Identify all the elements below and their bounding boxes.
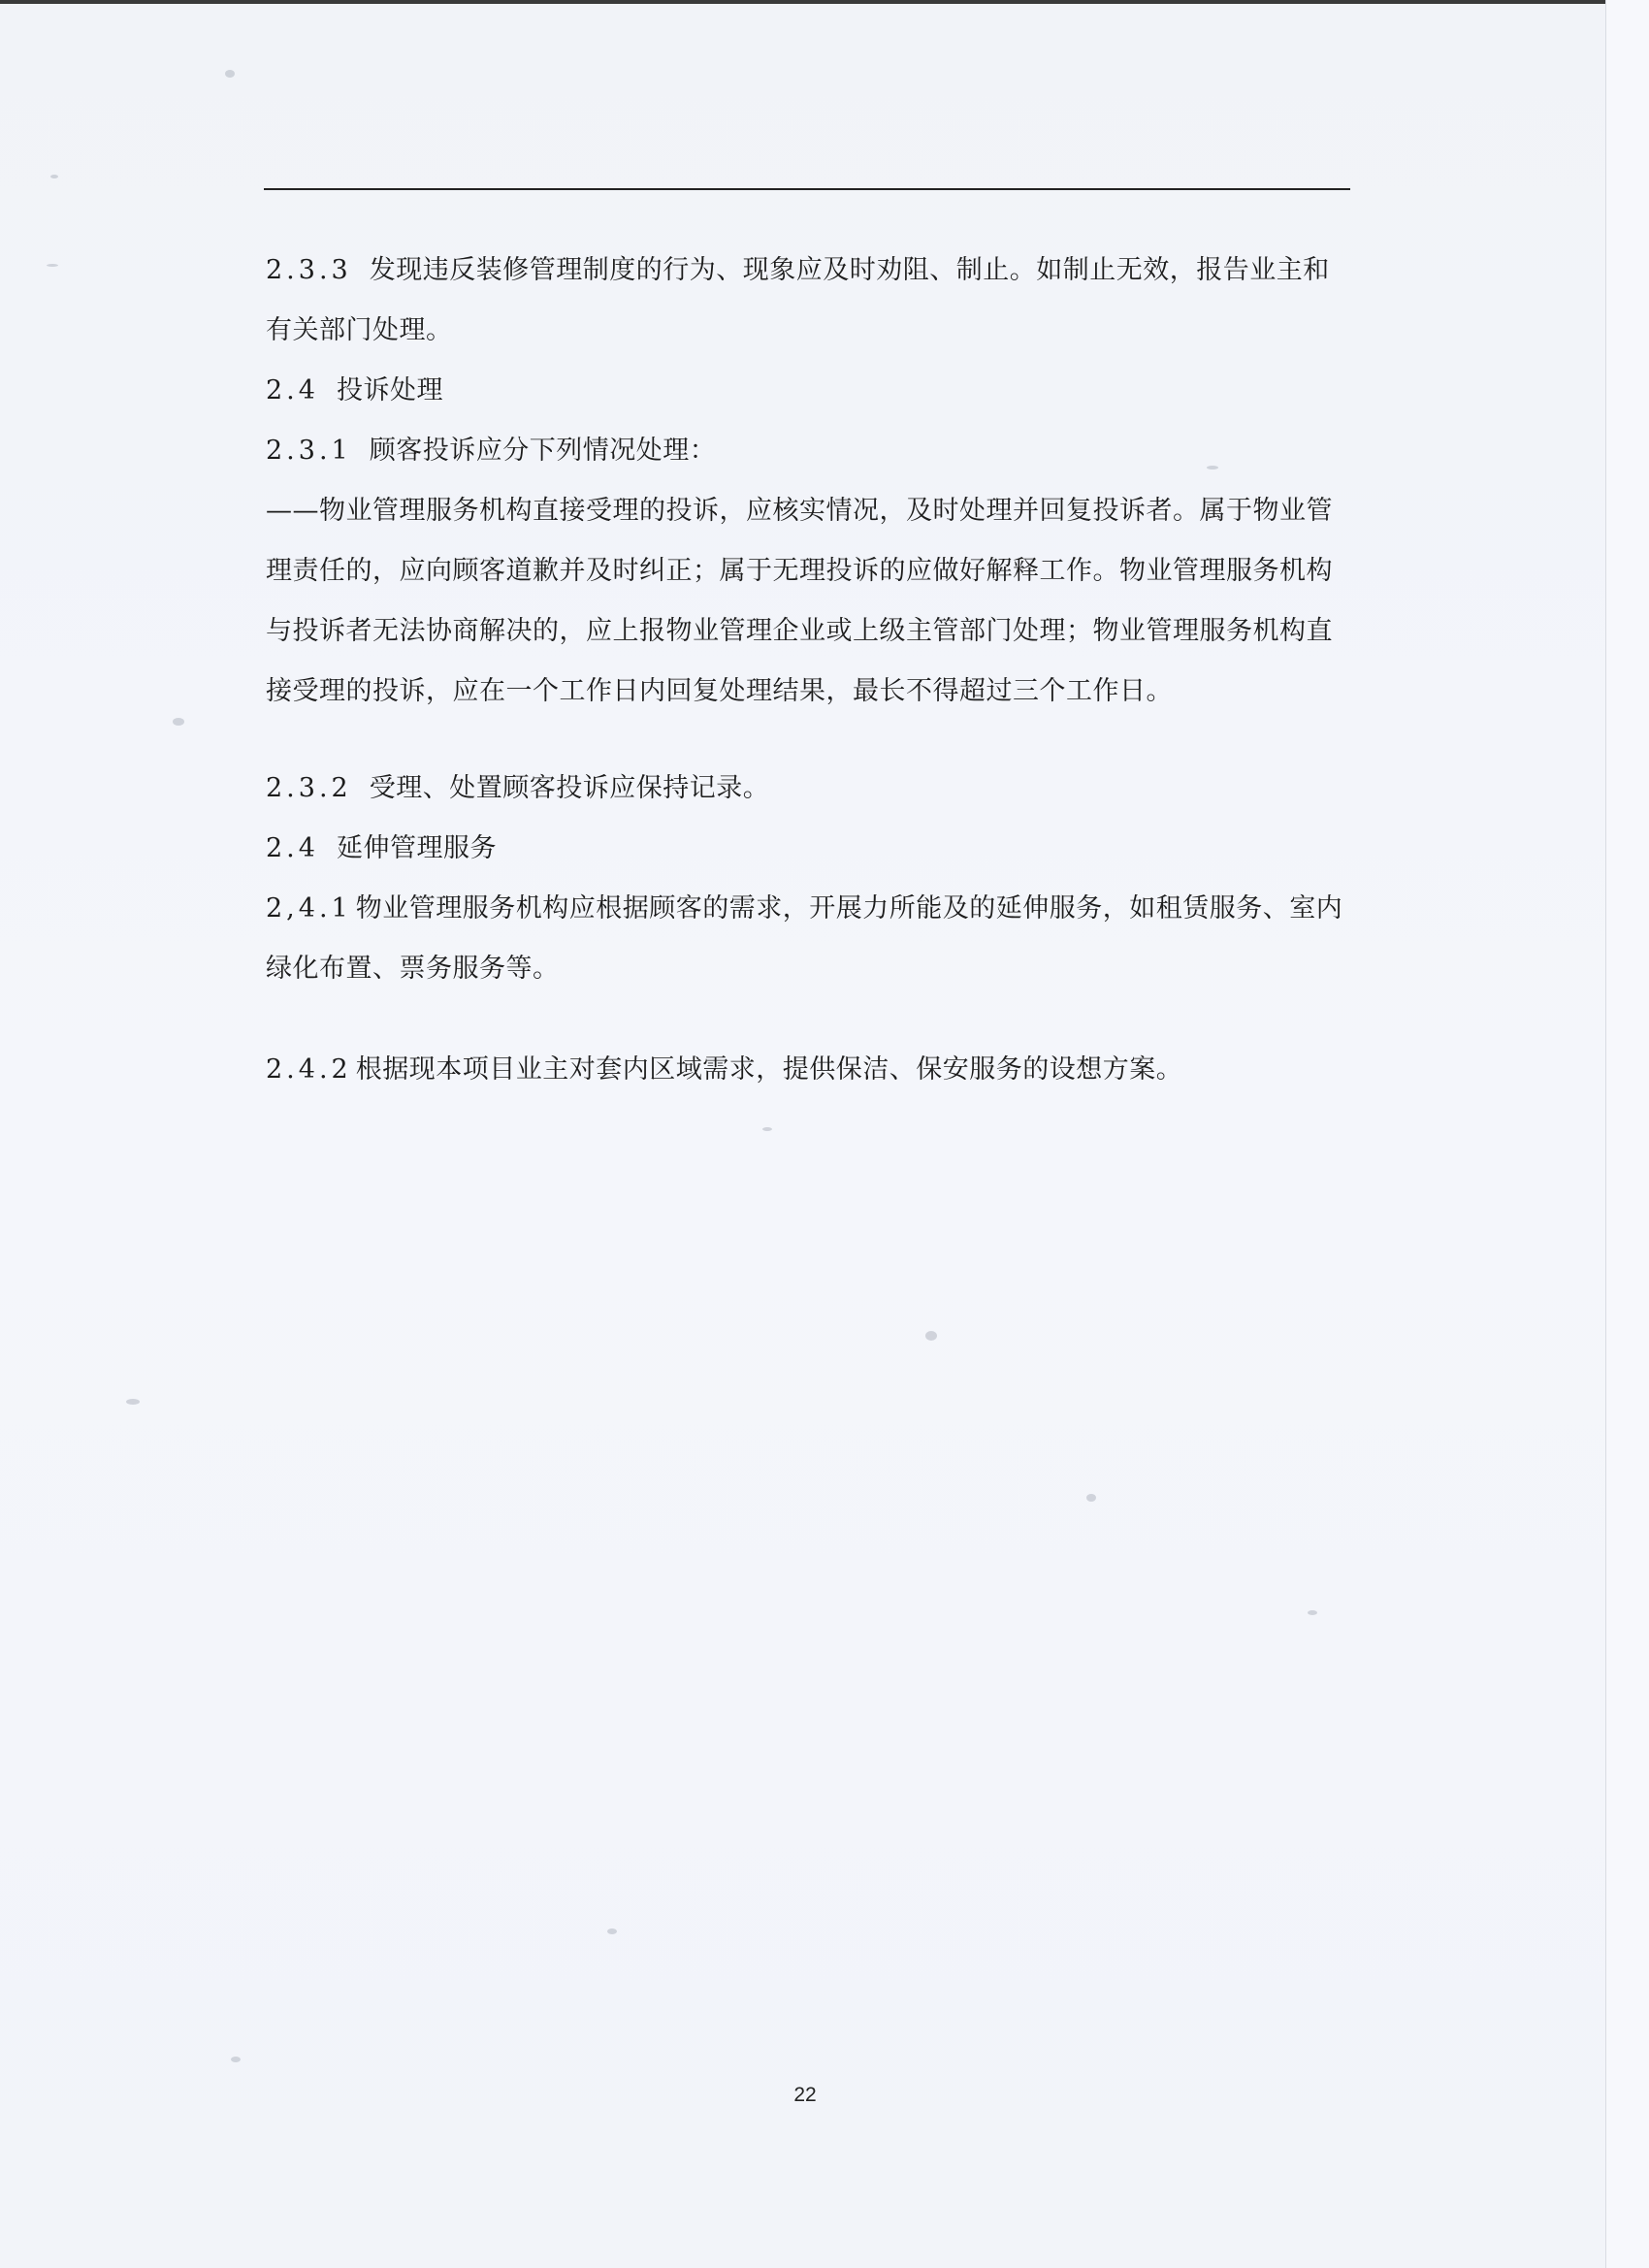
heading-text: 延伸管理服务	[336, 833, 497, 863]
heading-complaint-handling	[266, 361, 1352, 421]
scan-speck	[47, 264, 58, 267]
section-number: 2.3.3	[266, 255, 352, 285]
paragraph-2-3-3	[266, 241, 1352, 361]
scan-speck	[173, 718, 184, 726]
scan-speck	[1308, 1610, 1317, 1615]
scan-speck	[762, 1127, 772, 1131]
paragraph-text: 顾客投诉应分下列情况处理：	[369, 436, 717, 466]
section-number: 2.4	[266, 375, 319, 405]
header-rule	[264, 188, 1350, 190]
paragraph-text: 受理、处置顾客投诉应保持记录。	[369, 773, 770, 803]
paragraph-complaint-procedure	[266, 481, 1352, 722]
document-body	[266, 241, 1352, 1100]
scan-speck	[126, 1399, 140, 1405]
paragraph-text: 根据现本项目业主对套内区域需求，提供保洁、保安服务的设想方案。	[355, 1054, 1183, 1085]
section-number: 2.3.1	[266, 436, 352, 466]
paragraph-text: 物业管理服务机构应根据顾客的需求，开展力所能及的延伸服务，如租赁服务、室内绿化布置、票务服务等。	[266, 893, 1343, 984]
scan-top-edge	[0, 0, 1649, 4]
scan-speck	[1086, 1494, 1096, 1502]
paragraph-text: 发现违反装修管理制度的行为、现象应及时劝阻、制止。如制止无效，报告业主和有关部门处理。	[266, 255, 1330, 345]
paragraph-2-4-2	[266, 1040, 1352, 1100]
scan-speck	[225, 70, 235, 78]
scan-speck	[50, 175, 58, 178]
page-number: 22	[793, 2084, 817, 2106]
heading-extended-services	[266, 819, 1352, 879]
scan-speck	[1207, 466, 1218, 470]
paragraph-text: ——物业管理服务机构直接受理的投诉，应核实情况，及时处理并回复投诉者。属于物业管理责任的，应向顾客道歉并及时纠正；属于无理投诉的应做好解释工作。物业管理服务机构与投诉者无法协商解决的，应上报物业管理企业或上级主管部门处理；物业管理服务机构直接受理的投诉，应在一个工作日内回复处理结果，最长不得超过三个工作日。	[266, 496, 1333, 706]
section-number: 2,4.1	[266, 893, 352, 923]
section-number: 2.3.2	[266, 773, 352, 803]
section-number: 2.4.2	[266, 1054, 352, 1085]
section-number: 2.4	[266, 833, 319, 863]
paragraph-2-3-2	[266, 759, 1352, 819]
paragraph-2-3-1	[266, 421, 1352, 481]
scan-speck	[231, 2057, 241, 2062]
heading-text: 投诉处理	[336, 375, 443, 405]
scan-right-edge	[1605, 0, 1649, 2268]
scan-speck	[925, 1331, 937, 1341]
scan-speck	[607, 1928, 617, 1934]
paragraph-2-4-1	[266, 879, 1352, 999]
